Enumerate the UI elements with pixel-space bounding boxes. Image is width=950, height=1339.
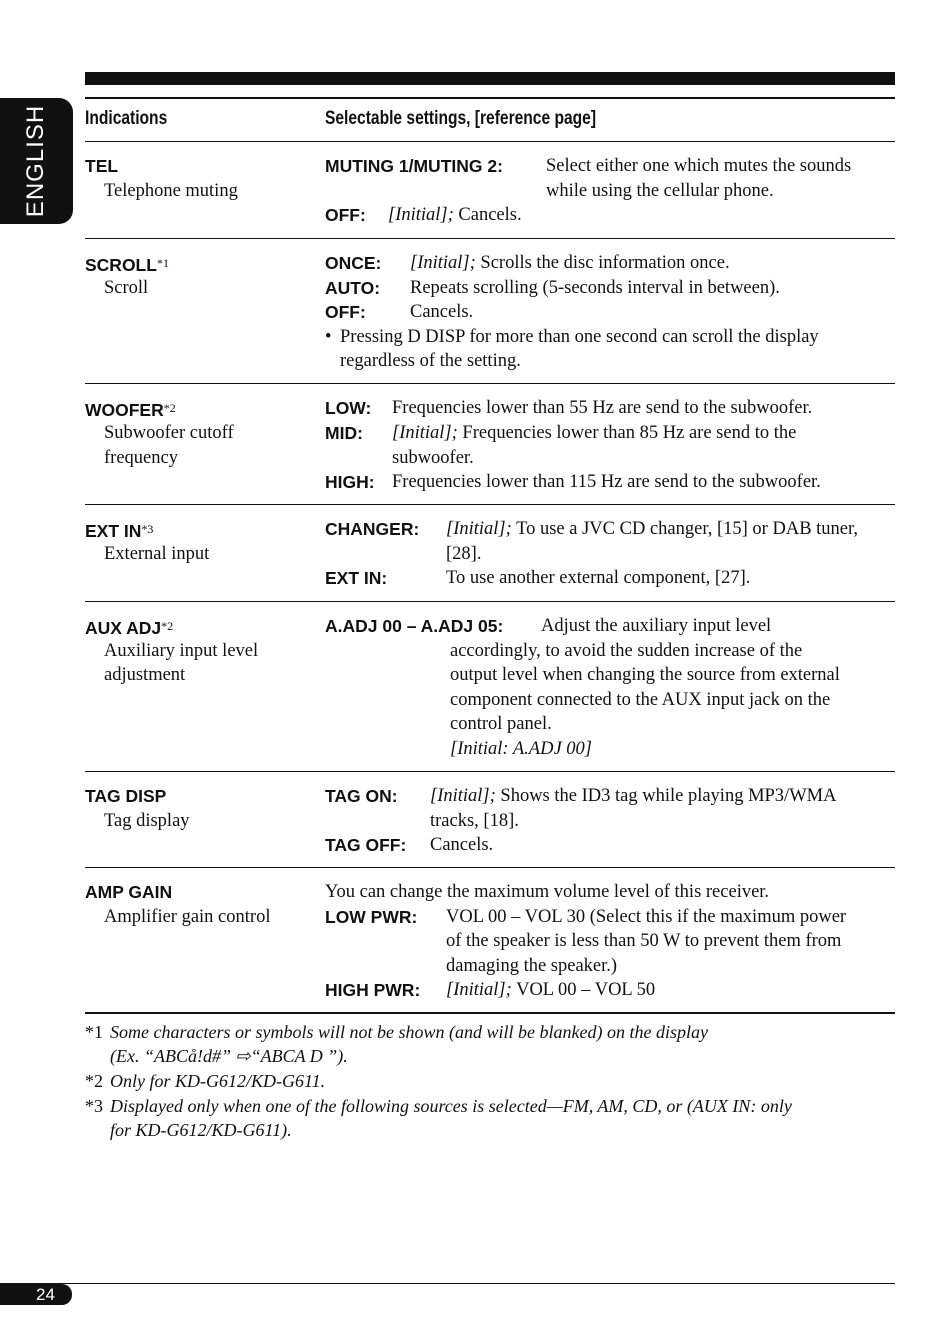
row-divider [85, 504, 895, 505]
indication-name: TEL [85, 156, 119, 176]
setting-key: AUTO: [325, 278, 381, 298]
initial-label: [Initial]; [410, 253, 476, 273]
footnote-text: Only for KD-G612/KD-G611. [110, 1071, 326, 1091]
footnote-text: Some characters or symbols will not be shown (and will be blanked) on the display [110, 1022, 708, 1042]
row-divider [85, 383, 895, 384]
setting-text: To use another external component, [27]. [446, 568, 751, 588]
indication-desc: frequency [104, 448, 178, 468]
setting-text: Adjust the auxiliary input level [541, 616, 772, 636]
setting-text: Cancels. [430, 835, 494, 855]
setting-text: Repeats scrolling (5-seconds interval in between). [410, 278, 780, 298]
footnote-text: (Ex. “ABCå!d#” ⇨“ABCA D ”). [110, 1046, 348, 1066]
indication-desc: Tag display [104, 811, 190, 831]
language-label: ENGLISH [22, 104, 49, 218]
setting-text: tracks, [18]. [430, 811, 519, 831]
note-text: regardless of the setting. [340, 351, 521, 371]
indication-name: WOOFER [85, 400, 164, 420]
footnote-mark: *3 [85, 1096, 103, 1116]
header-bottom-rule [85, 141, 895, 142]
setting-text: To use a JVC CD changer, [15] or DAB tuner, [516, 519, 859, 539]
setting-text: subwoofer. [392, 448, 474, 468]
indication-desc: External input [104, 544, 210, 564]
setting-text: accordingly, to avoid the sudden increase of the [450, 641, 803, 661]
indication-desc: adjustment [104, 665, 186, 685]
setting-intro: You can change the maximum volume level of this receiver. [325, 882, 770, 902]
setting-key: LOW: [325, 398, 372, 418]
setting-key: LOW PWR: [325, 907, 418, 927]
footnote-mark: *1 [85, 1022, 103, 1042]
top-rule [85, 72, 895, 85]
bullet: • [325, 327, 332, 347]
setting-key: CHANGER: [325, 519, 420, 539]
setting-text: damaging the speaker.) [446, 956, 618, 976]
initial-label: [Initial: A.ADJ 00] [450, 739, 592, 759]
footnote-text: Displayed only when one of the following sources is selected—FM, AM, CD, or (AUX IN: only [110, 1096, 792, 1116]
setting-text: control panel. [450, 714, 552, 734]
row-divider [85, 771, 895, 772]
setting-key: ONCE: [325, 253, 382, 273]
footnote-mark: *3 [141, 522, 154, 536]
footnote-mark: *1 [156, 256, 169, 270]
initial-label: [Initial]; [446, 519, 512, 539]
initial-label: [Initial]; [446, 980, 512, 1000]
indication-desc: Subwoofer cutoff [104, 423, 234, 443]
setting-text: [28]. [446, 544, 482, 564]
row-divider [85, 601, 895, 602]
indication-name: AMP GAIN [85, 882, 173, 902]
setting-key: TAG OFF: [325, 835, 407, 855]
setting-key: MUTING 1/MUTING 2: [325, 156, 503, 176]
setting-key: OFF: [325, 205, 366, 225]
setting-text: Scrolls the disc information once. [480, 253, 730, 273]
setting-key: HIGH PWR: [325, 980, 421, 1000]
page-number: 24 [0, 1284, 72, 1305]
setting-key: HIGH: [325, 472, 375, 492]
setting-text: of the speaker is less than 50 W to prevent them from [446, 931, 842, 951]
footnote-text: for KD-G612/KD-G611). [110, 1120, 292, 1140]
initial-label: [Initial]; [392, 423, 458, 443]
indication-name: EXT IN [85, 521, 142, 541]
initial-label: [Initial]; [430, 786, 496, 806]
setting-key: A.ADJ 00 – A.ADJ 05: [325, 616, 504, 636]
row-divider [85, 867, 895, 868]
setting-text: Cancels. [458, 205, 522, 225]
setting-text: Frequencies lower than 55 Hz are send to the subwoofer. [392, 398, 813, 418]
setting-key: OFF: [325, 302, 366, 322]
row-divider [85, 238, 895, 239]
setting-text: output level when changing the source from external [450, 665, 840, 685]
indication-name: SCROLL [85, 255, 157, 275]
setting-text: component connected to the AUX input jack on the [450, 690, 831, 710]
setting-text: Shows the ID3 tag while playing MP3/WMA [500, 786, 837, 806]
setting-text: Frequencies lower than 115 Hz are send to the subwoofer. [392, 472, 821, 492]
indication-desc: Amplifier gain control [104, 907, 271, 927]
setting-key: MID: [325, 423, 363, 443]
setting-key: TAG ON: [325, 786, 398, 806]
language-tab [0, 98, 73, 224]
footnote-mark: *2 [163, 401, 176, 415]
header-top-rule [85, 97, 895, 99]
footnote-mark: *2 [85, 1071, 103, 1091]
setting-text: while using the cellular phone. [546, 181, 774, 201]
footnote-mark: *2 [161, 619, 174, 633]
setting-text: VOL 00 – VOL 30 (Select this if the maximum power [446, 907, 847, 927]
setting-text: VOL 00 – VOL 50 [516, 980, 656, 1000]
setting-text: Select either one which mutes the sounds [546, 156, 852, 176]
indication-name: TAG DISP [85, 786, 167, 806]
setting-text: Frequencies lower than 85 Hz are send to the [462, 423, 797, 443]
indication-name: AUX ADJ [85, 618, 162, 638]
footer-rule [0, 1283, 895, 1284]
initial-label: [Initial]; [388, 205, 454, 225]
indication-desc: Scroll [104, 278, 149, 298]
setting-key: EXT IN: [325, 568, 388, 588]
indication-desc: Auxiliary input level [104, 641, 259, 661]
header-settings: Selectable settings, [reference page] [325, 108, 597, 129]
indication-desc: Telephone muting [104, 181, 238, 201]
setting-text: Cancels. [410, 302, 474, 322]
header-indications: Indications [85, 108, 168, 129]
table-bottom-rule [85, 1012, 895, 1014]
note-text: Pressing D DISP for more than one second can scroll the display [340, 327, 819, 347]
